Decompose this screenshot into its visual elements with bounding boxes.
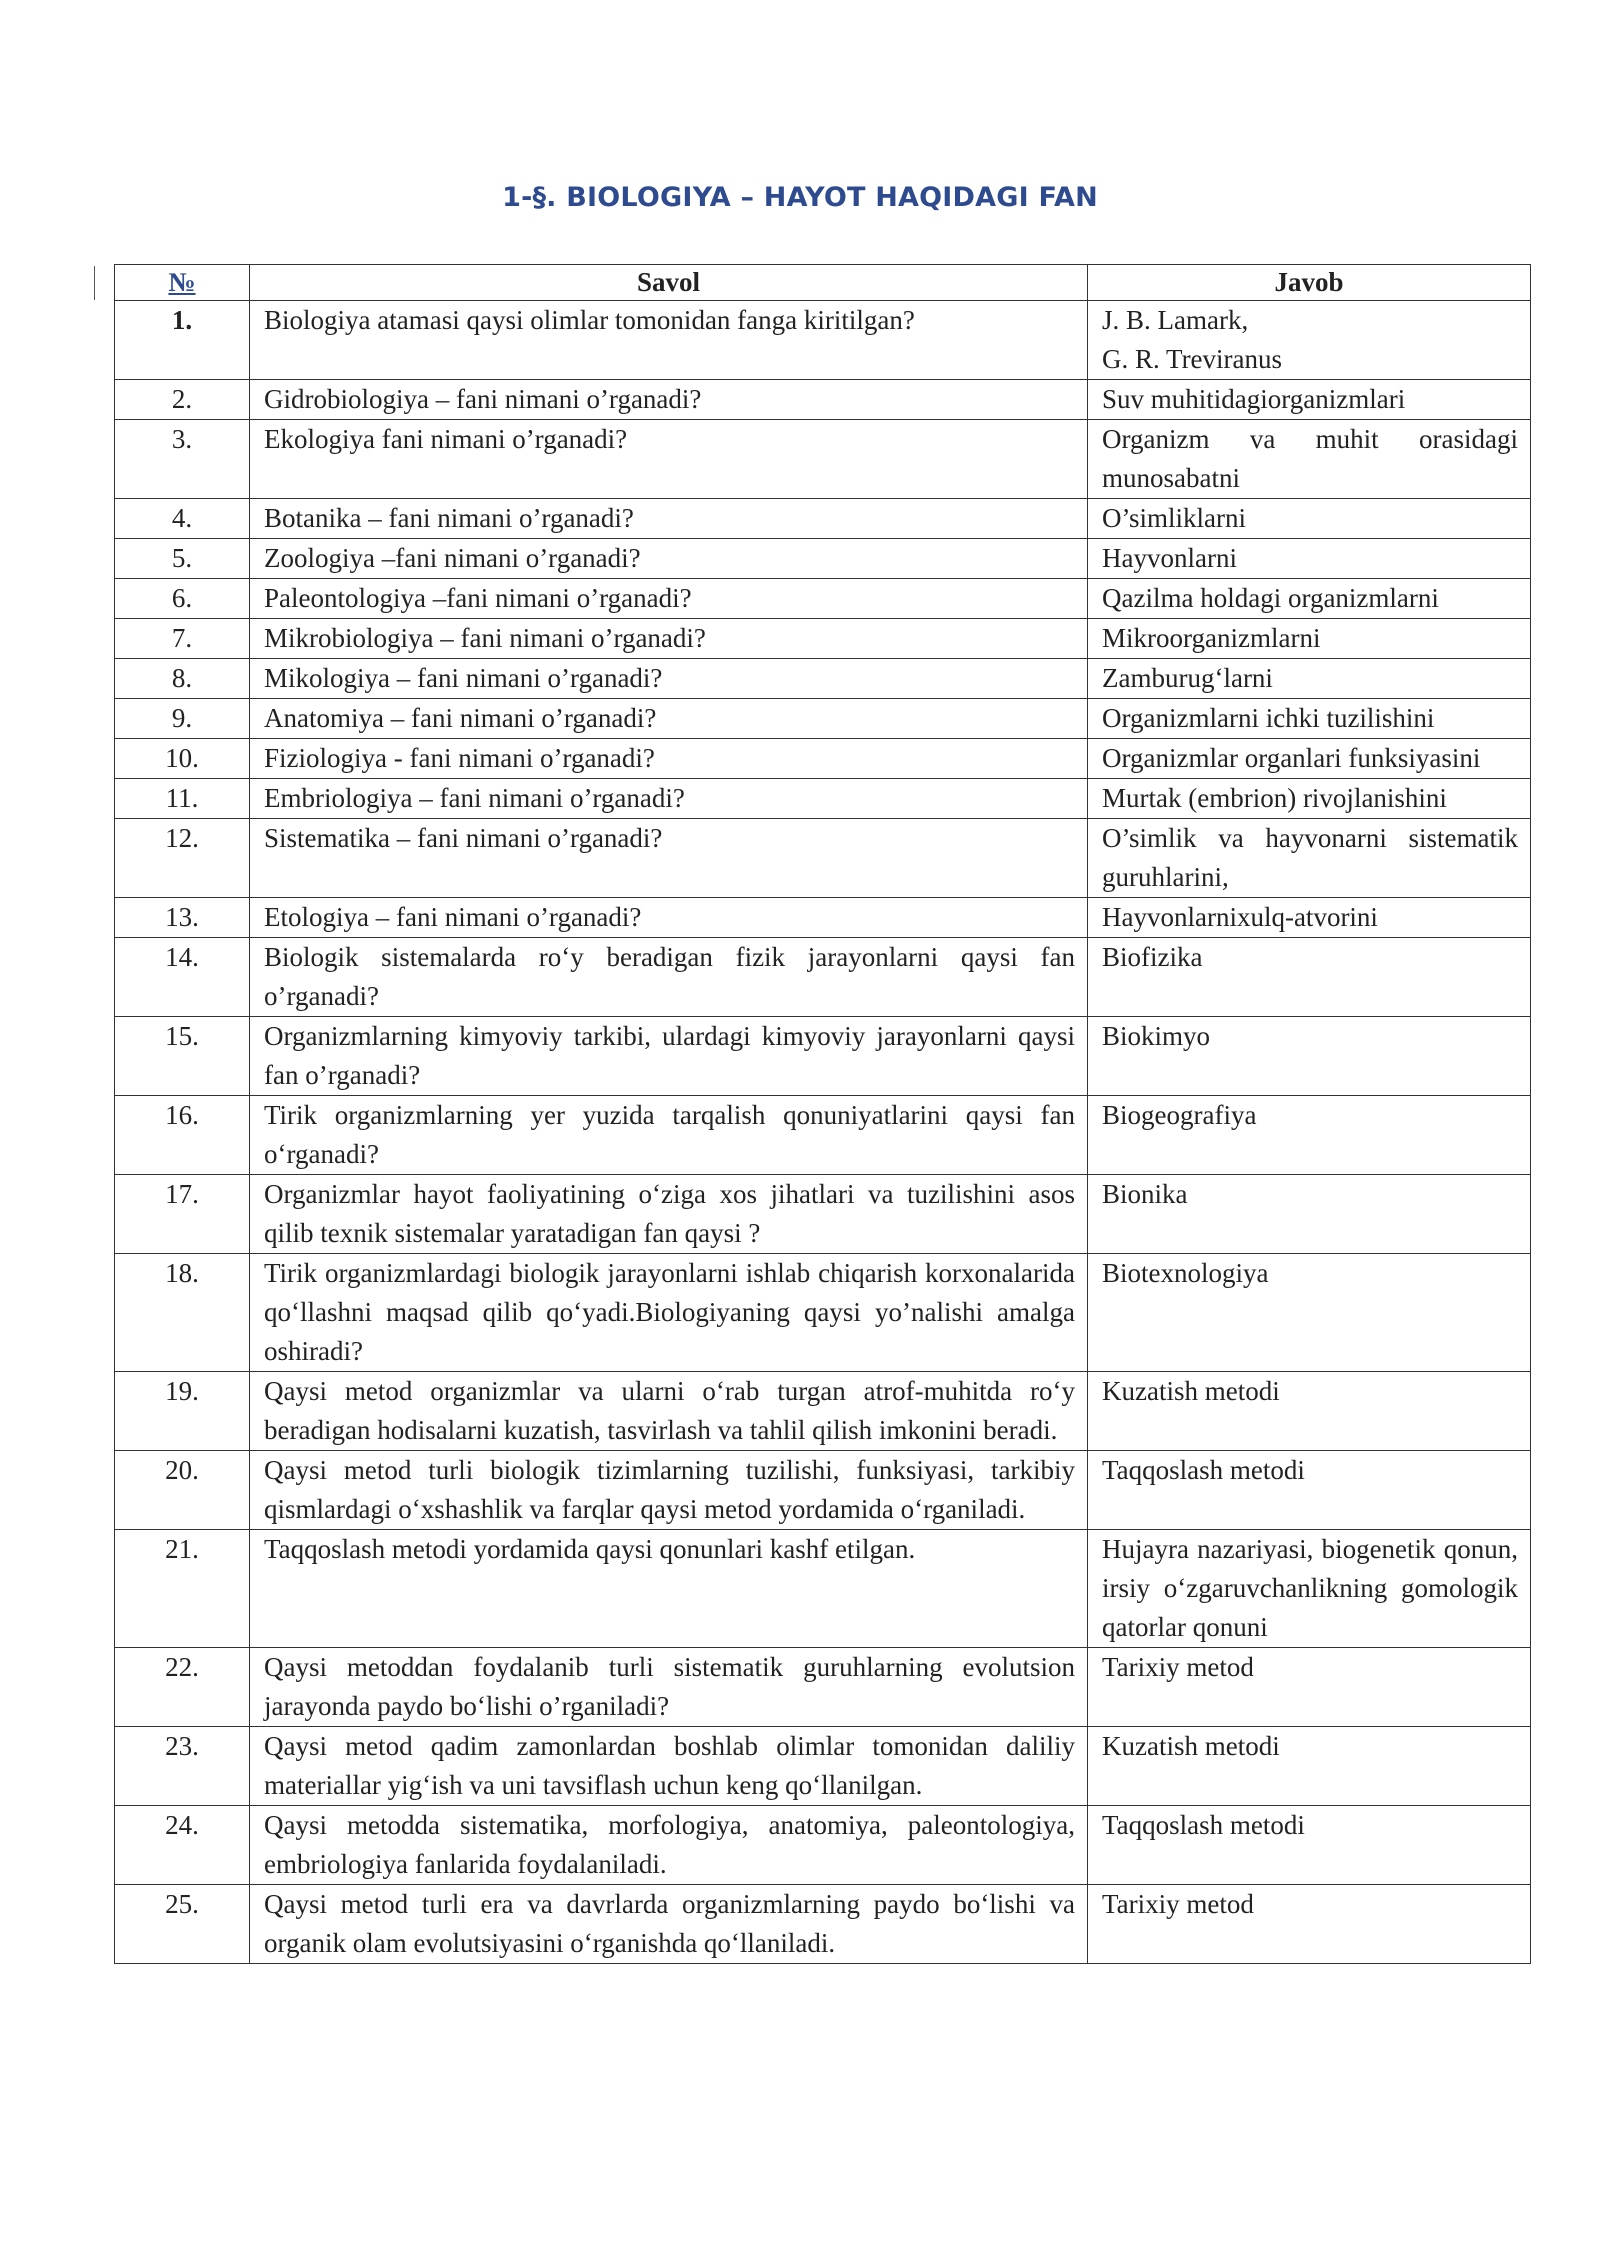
answer-cell xyxy=(1088,699,1531,739)
question-cell: Qaysi metodda sistematika, morfologiya, anatomiya, paleontologiya, embriologiya fanlarida foydalaniladi. xyxy=(250,1806,1088,1885)
answer-text: J. B. Lamark, xyxy=(1102,305,1249,335)
question-cell: Qaysi metoddan foydalanib turli sistematik guruhlarning evolutsion jarayonda paydo bo‘lishi o’rganiladi? xyxy=(250,1648,1088,1727)
answer-cell xyxy=(1088,619,1531,659)
table-row xyxy=(115,579,1531,619)
answer-cell xyxy=(1088,1372,1531,1451)
answer-text: Bionika xyxy=(1102,1179,1188,1209)
table-row xyxy=(115,739,1531,779)
question-cell: Etologiya – fani nimani o’rganadi? xyxy=(250,898,1088,938)
table-row xyxy=(115,420,1531,499)
question-cell: Qaysi metod turli era va davrlarda organizmlarning paydo bo‘lishi va organik olam evolutsiyasini o‘rganishda qo‘llaniladi. xyxy=(250,1885,1088,1964)
answer-text: Hayvonlarnixulq-atvorini xyxy=(1102,902,1378,932)
table-row xyxy=(115,659,1531,699)
answer-text: Taqqoslash metodi xyxy=(1102,1455,1305,1485)
table-row xyxy=(115,301,1531,380)
question-cell: Mikrobiologiya – fani nimani o’rganadi? xyxy=(250,619,1088,659)
table-row xyxy=(115,1648,1531,1727)
answer-cell xyxy=(1088,779,1531,819)
answer-cell xyxy=(1088,1885,1531,1964)
answer-cell xyxy=(1088,819,1531,898)
answer-text: Organizmlar organlari funksiyasini xyxy=(1102,743,1481,773)
answer-cell xyxy=(1088,1648,1531,1727)
answer-text: Mikroorganizmlarni xyxy=(1102,623,1321,653)
answer-text: Biogeografiya xyxy=(1102,1100,1257,1130)
row-number: 1. xyxy=(115,301,250,380)
answer-text: Biokimyo xyxy=(1102,1021,1211,1051)
row-number: 20. xyxy=(115,1451,250,1530)
answer-text: Suv muhitidagiorganizmlari xyxy=(1102,384,1406,414)
row-number: 23. xyxy=(115,1727,250,1806)
answer-text: O’simlik va hayvonarni sistematik guruhlarini, xyxy=(1102,823,1518,892)
table-row xyxy=(115,1372,1531,1451)
answer-text: G. R. Treviranus xyxy=(1102,344,1283,374)
answer-cell xyxy=(1088,1806,1531,1885)
table-row xyxy=(115,619,1531,659)
row-number: 25. xyxy=(115,1885,250,1964)
question-cell: Organizmlarning kimyoviy tarkibi, ulardagi kimyoviy jarayonlarni qaysi fan o’rganadi? xyxy=(250,1017,1088,1096)
table-row xyxy=(115,539,1531,579)
answer-text: Murtak (embrion) rivojlanishini xyxy=(1102,783,1447,813)
table-row xyxy=(115,898,1531,938)
table-row xyxy=(115,1254,1531,1372)
answer-text: Hujayra nazariyasi, biogenetik qonun, irsiy o‘zgaruvchanlikning gomologik qatorlar qonuni xyxy=(1102,1534,1518,1642)
answer-cell xyxy=(1088,420,1531,499)
question-cell: Sistematika – fani nimani o’rganadi? xyxy=(250,819,1088,898)
answer-cell xyxy=(1088,539,1531,579)
question-cell: Qaysi metod organizmlar va ularni o‘rab turgan atrof-muhitda ro‘y beradigan hodisalarni kuzatish, tasvirlash va tahlil qilish imkonini beradi. xyxy=(250,1372,1088,1451)
answer-cell xyxy=(1088,1096,1531,1175)
qa-table xyxy=(114,264,1531,1964)
row-number: 18. xyxy=(115,1254,250,1372)
answer-cell xyxy=(1088,1530,1531,1648)
question-cell: Taqqoslash metodi yordamida qaysi qonunlari kashf etilgan. xyxy=(250,1530,1088,1648)
row-number: 2. xyxy=(115,380,250,420)
answer-cell xyxy=(1088,739,1531,779)
row-number: 4. xyxy=(115,499,250,539)
answer-text: Taqqoslash metodi xyxy=(1102,1810,1305,1840)
question-cell: Gidrobiologiya – fani nimani o’rganadi? xyxy=(250,380,1088,420)
answer-cell xyxy=(1088,1017,1531,1096)
table-row xyxy=(115,819,1531,898)
question-cell: Embriologiya – fani nimani o’rganadi? xyxy=(250,779,1088,819)
table-row xyxy=(115,380,1531,420)
answer-cell xyxy=(1088,380,1531,420)
row-number: 7. xyxy=(115,619,250,659)
column-header-answer: Javob xyxy=(1088,265,1531,301)
column-header-number: № xyxy=(115,265,250,301)
table-row xyxy=(115,1530,1531,1648)
table-row xyxy=(115,1451,1531,1530)
row-number: 16. xyxy=(115,1096,250,1175)
answer-text: Biotexnologiya xyxy=(1102,1258,1269,1288)
question-cell: Biologik sistemalarda ro‘y beradigan fizik jarayonlarni qaysi fan o’rganadi? xyxy=(250,938,1088,1017)
answer-text: Organizmlarni ichki tuzilishini xyxy=(1102,703,1435,733)
answer-text: Tarixiy metod xyxy=(1102,1889,1254,1919)
answer-text: Kuzatish metodi xyxy=(1102,1376,1280,1406)
answer-text: Tarixiy metod xyxy=(1102,1652,1254,1682)
row-number: 3. xyxy=(115,420,250,499)
answer-text: Biofizika xyxy=(1102,942,1203,972)
page-title: 1-§. BIOLOGIYA – HAYOT HAQIDAGI FAN xyxy=(502,182,1098,213)
answer-cell xyxy=(1088,1175,1531,1254)
answer-text: Hayvonlarni xyxy=(1102,543,1237,573)
answer-text: O’simliklarni xyxy=(1102,503,1246,533)
question-cell: Zoologiya –fani nimani o’rganadi? xyxy=(250,539,1088,579)
row-number: 14. xyxy=(115,938,250,1017)
table-header-row xyxy=(115,265,1531,301)
table-row xyxy=(115,1727,1531,1806)
answer-cell xyxy=(1088,1254,1531,1372)
answer-text: Organizm va muhit orasidagi munosabatni xyxy=(1102,424,1518,493)
answer-cell xyxy=(1088,499,1531,539)
question-cell: Organizmlar hayot faoliyatining o‘ziga xos jihatlari va tuzilishini asos qilib texnik sistemalar yaratadigan fan qaysi ? xyxy=(250,1175,1088,1254)
table-row xyxy=(115,938,1531,1017)
row-number: 10. xyxy=(115,739,250,779)
row-number: 11. xyxy=(115,779,250,819)
row-number: 22. xyxy=(115,1648,250,1727)
answer-cell xyxy=(1088,938,1531,1017)
table-row xyxy=(115,1096,1531,1175)
row-number: 6. xyxy=(115,579,250,619)
table-body xyxy=(115,301,1531,1964)
row-number: 19. xyxy=(115,1372,250,1451)
answer-cell xyxy=(1088,301,1531,380)
text-cursor-mark xyxy=(94,266,95,300)
table-row xyxy=(115,1806,1531,1885)
question-cell: Fiziologiya - fani nimani o’rganadi? xyxy=(250,739,1088,779)
question-cell: Tirik organizmlarning yer yuzida tarqalish qonuniyatlarini qaysi fan o‘rganadi? xyxy=(250,1096,1088,1175)
question-cell: Mikologiya – fani nimani o’rganadi? xyxy=(250,659,1088,699)
table-row xyxy=(115,699,1531,739)
row-number: 15. xyxy=(115,1017,250,1096)
row-number: 21. xyxy=(115,1530,250,1648)
row-number: 17. xyxy=(115,1175,250,1254)
question-cell: Tirik organizmlardagi biologik jarayonlarni ishlab chiqarish korxonalarida qo‘llashni maqsad qilib qo‘yadi.Biologiyaning qaysi yo’nalishi amalga oshiradi? xyxy=(250,1254,1088,1372)
answer-cell xyxy=(1088,1451,1531,1530)
table-row xyxy=(115,499,1531,539)
question-cell: Anatomiya – fani nimani o’rganadi? xyxy=(250,699,1088,739)
answer-cell xyxy=(1088,579,1531,619)
table-row xyxy=(115,1885,1531,1964)
answer-text: Qazilma holdagi organizmlarni xyxy=(1102,583,1439,613)
table-row xyxy=(115,1175,1531,1254)
question-cell: Botanika – fani nimani o’rganadi? xyxy=(250,499,1088,539)
row-number: 12. xyxy=(115,819,250,898)
table-row xyxy=(115,1017,1531,1096)
row-number: 9. xyxy=(115,699,250,739)
row-number: 24. xyxy=(115,1806,250,1885)
question-cell: Paleontologiya –fani nimani o’rganadi? xyxy=(250,579,1088,619)
table-row xyxy=(115,779,1531,819)
answer-text: Kuzatish metodi xyxy=(1102,1731,1280,1761)
answer-text: Zamburug‘larni xyxy=(1102,663,1273,693)
answer-cell xyxy=(1088,659,1531,699)
answer-cell xyxy=(1088,1727,1531,1806)
row-number: 13. xyxy=(115,898,250,938)
answer-cell xyxy=(1088,898,1531,938)
row-number: 8. xyxy=(115,659,250,699)
row-number: 5. xyxy=(115,539,250,579)
question-cell: Qaysi metod qadim zamonlardan boshlab olimlar tomonidan daliliy materiallar yig‘ish va uni tavsiflash uchun keng qo‘llanilgan. xyxy=(250,1727,1088,1806)
question-cell: Qaysi metod turli biologik tizimlarning tuzilishi, funksiyasi, tarkibiy qismlardagi o‘xshashlik va farqlar qaysi metod yordamida o‘rganiladi. xyxy=(250,1451,1088,1530)
question-cell: Ekologiya fani nimani o’rganadi? xyxy=(250,420,1088,499)
question-cell: Biologiya atamasi qaysi olimlar tomonidan fanga kiritilgan? xyxy=(250,301,1088,380)
column-header-question: Savol xyxy=(250,265,1088,301)
